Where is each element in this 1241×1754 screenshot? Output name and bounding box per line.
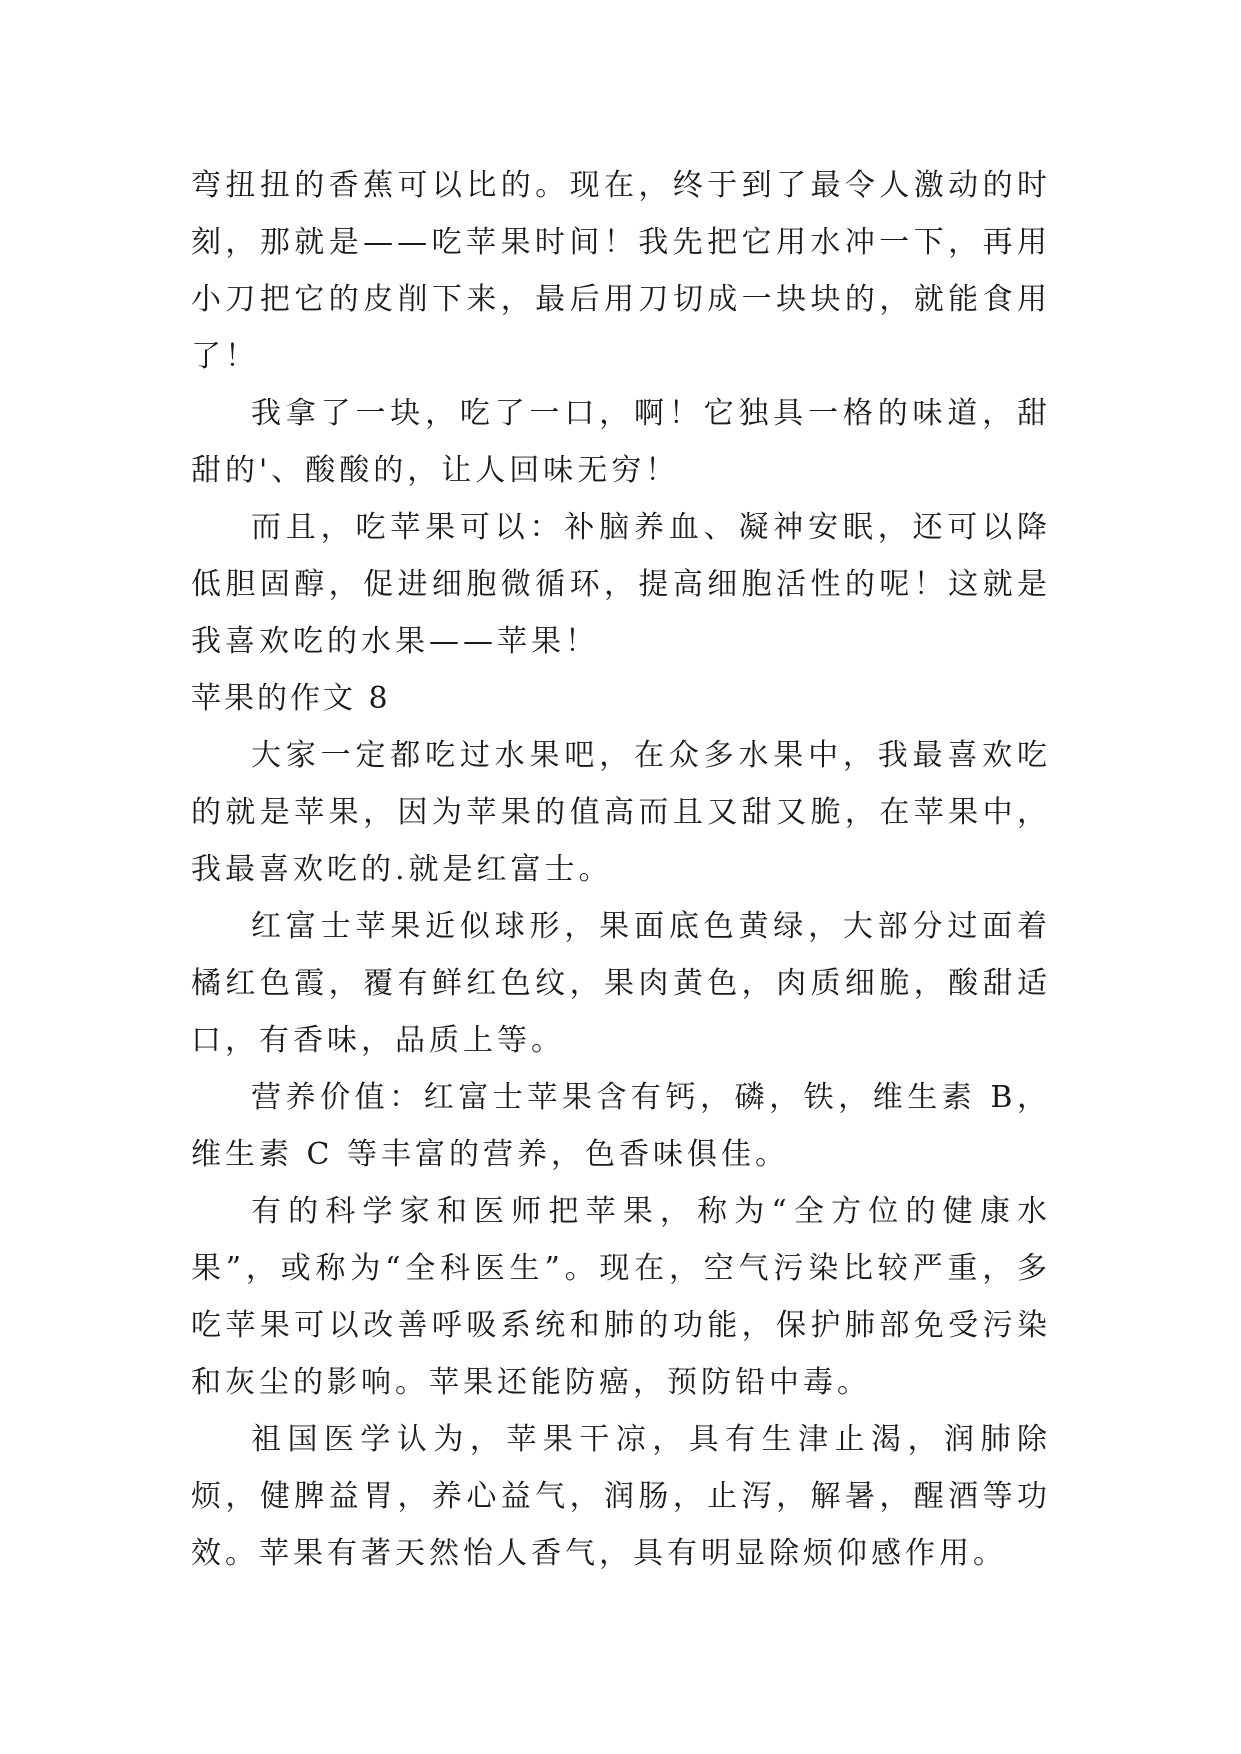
- paragraph-2: 我拿了一块，吃了一口，啊！它独具一格的味道，甜甜的'、酸酸的，让人回味无穷！: [191, 396, 1051, 488]
- paragraph-4: 大家一定都吃过水果吧，在众多水果中，我最喜欢吃的就是苹果，因为苹果的值高而且又甜又脆，在苹果中，我最喜欢吃的.就是红富士。: [191, 738, 1051, 887]
- paragraph-8: 祖国医学认为，苹果干凉，具有生津止渴，润肺除烦，健脾益胃，养心益气，润肠，止泻，解暑，醒酒等功效。苹果有著天然怡人香气，具有明显除烦仰感作用。: [191, 1422, 1051, 1571]
- paragraph-1: 弯扭扭的香蕉可以比的。现在，终于到了最令人激动的时刻，那就是——吃苹果时间！我先把它用水冲一下，再用小刀把它的皮削下来，最后用刀切成一块块的，就能食用了！: [191, 168, 1051, 374]
- section-heading: 苹果的作文 8: [191, 681, 391, 716]
- paragraph-5: 红富士苹果近似球形，果面底色黄绿，大部分过面着橘红色霞，覆有鲜红色纹，果肉黄色，肉质细脆，酸甜适口，有香味，品质上等。: [191, 909, 1051, 1058]
- paragraph-6: 营养价值：红富士苹果含有钙，磷，铁，维生素 B，维生素 C 等丰富的营养，色香味俱佳。: [191, 1080, 1051, 1172]
- paragraph-3: 而且，吃苹果可以：补脑养血、凝神安眠，还可以降低胆固醇，促进细胞微循环，提高细胞活性的呢！这就是我喜欢吃的水果——苹果！: [191, 510, 1051, 659]
- document-page: [191, 157, 1051, 1582]
- paragraph-7: 有的科学家和医师把苹果，称为“全方位的健康水果”，或称为“全科医生”。现在，空气污染比较严重，多吃苹果可以改善呼吸系统和肺的功能，保护肺部免受污染和灰尘的影响。苹果还能防癌，预防铅中毒。: [191, 1194, 1051, 1400]
